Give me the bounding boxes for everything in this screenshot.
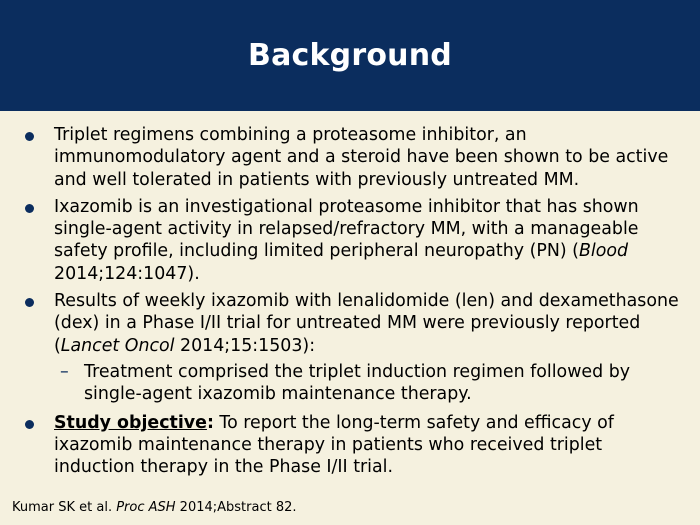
bullet-text: Results of weekly ixazomib with lenalidomide (len) and dexamethasone (dex) in a Phase I/II trial for untreated MM were previously reported ( (54, 291, 679, 356)
sub-bullet-text: Treatment comprised the triplet induction regimen followed by single-agent ixazomib maintenance therapy. (84, 361, 631, 405)
footer-citation: 2014;Abstract 82. (175, 500, 297, 515)
bullet-item-study-objective (22, 412, 686, 479)
sub-bullet-treatment (22, 361, 686, 406)
title-bar (0, 0, 700, 111)
bullet-dot (25, 132, 34, 141)
bullet-item-triplet-regimens (22, 124, 686, 191)
study-objective-label: Study objective (54, 412, 207, 433)
sub-bullet-dash: – (60, 361, 69, 382)
study-objective-colon: : (206, 412, 214, 433)
bullet-item-results (22, 290, 686, 357)
journal-name: Blood (578, 241, 629, 262)
bullet-dot (25, 204, 34, 213)
bullet-item-ixazomib (22, 196, 686, 285)
bullet-dot (25, 420, 34, 429)
slide-content (22, 124, 686, 483)
bullet-text: To report the long-term safety and efficacy of ixazomib maintenance therapy in patients who received triplet induction therapy in the Phase I/II trial. (54, 412, 614, 478)
footer-authors: Kumar SK et al. (12, 500, 117, 515)
bullet-dot (25, 298, 34, 307)
journal-name: Lancet Oncol (60, 335, 175, 356)
footer-reference (12, 500, 297, 516)
footer-journal: Proc ASH (116, 500, 176, 515)
slide-title: Background (248, 38, 452, 73)
citation: 2014;15:1503): (174, 335, 316, 356)
bullet-text: Triplet regimens combining a proteasome inhibitor, an immunomodulatory agent and a steroid have been shown to be active and well tolerated in patients with previously untreated MM. (54, 125, 669, 190)
citation: 2014;124:1047). (54, 263, 200, 284)
bullet-text: Ixazomib is an investigational proteasome inhibitor that has shown single-agent activity in relapsed/refractory MM, with a manageable safety profile, including limited peripheral neuropathy (PN) ( (54, 196, 639, 262)
